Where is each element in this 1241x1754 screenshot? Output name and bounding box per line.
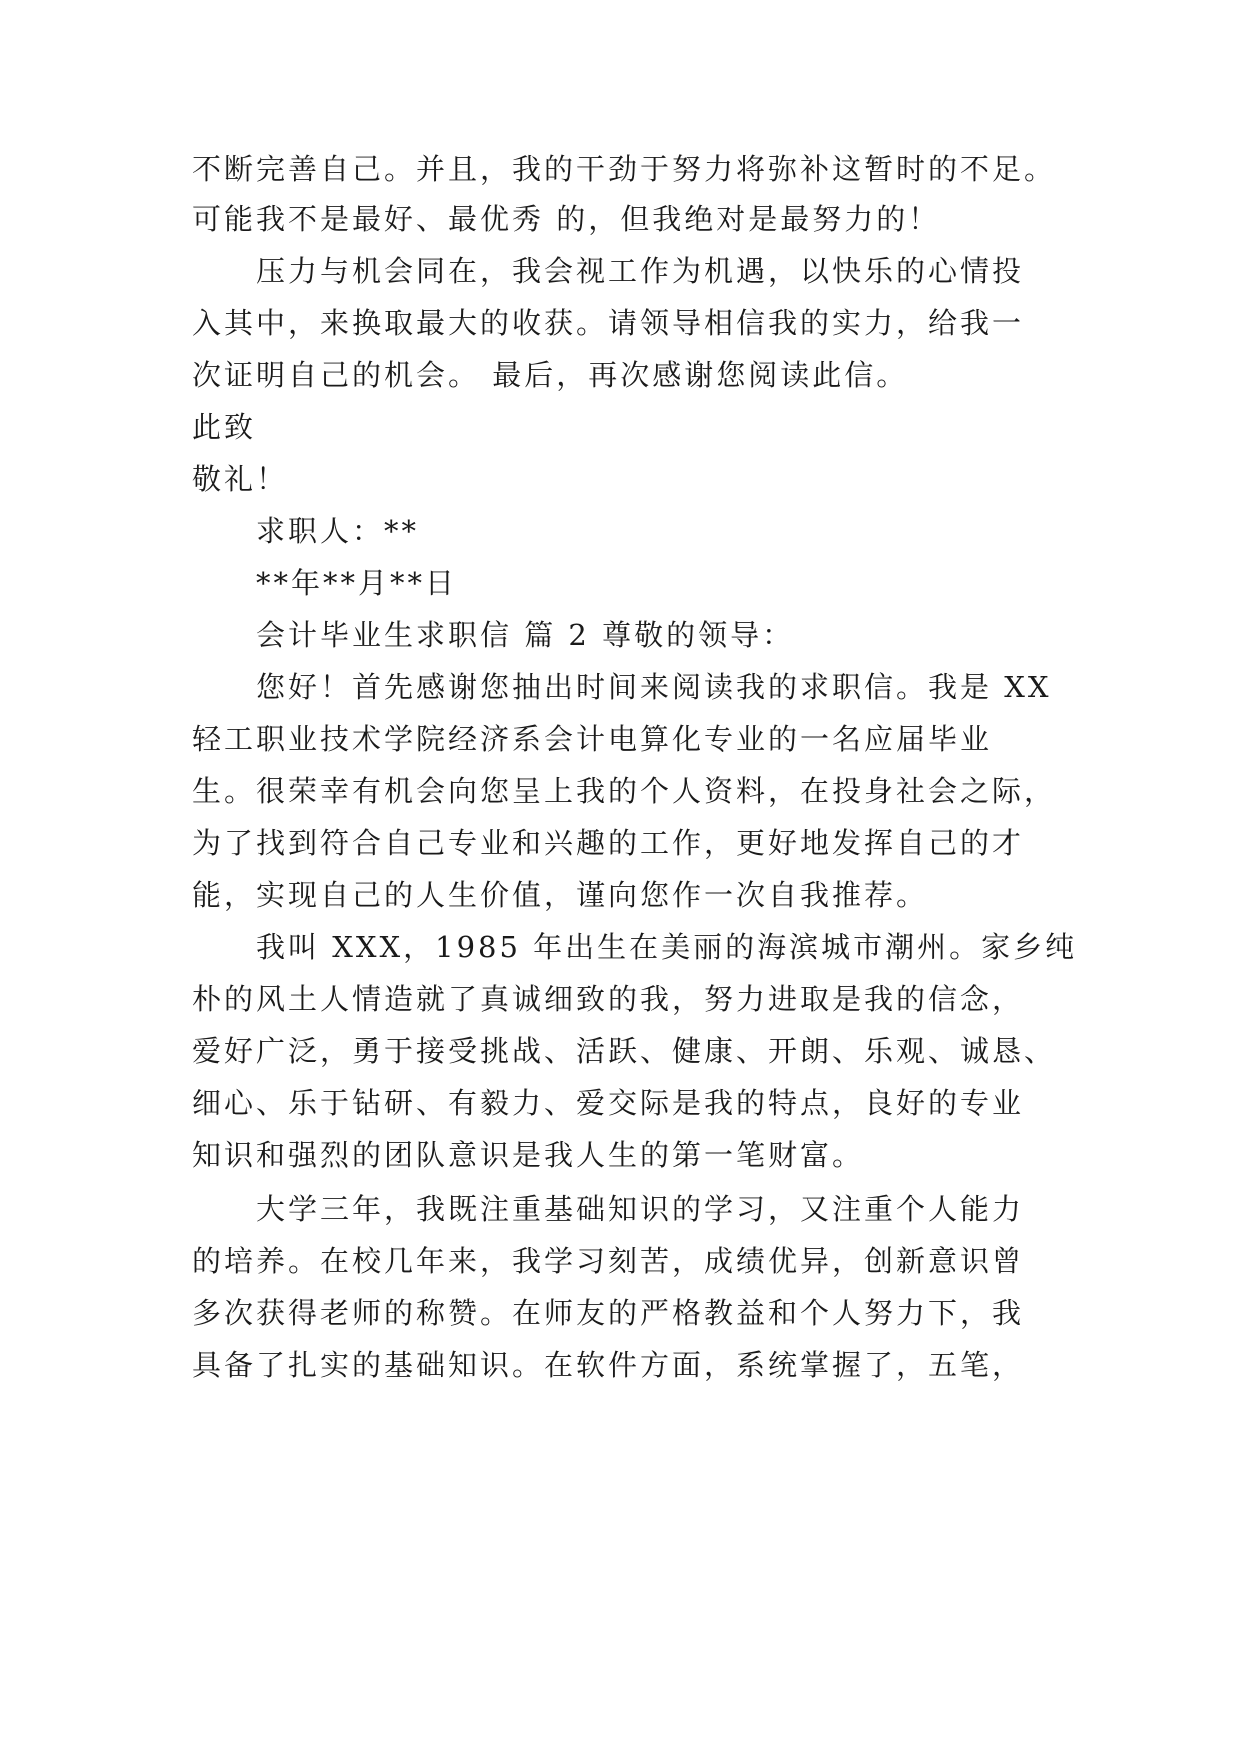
text-line: 的培养。在校几年来，我学习刻苦，成绩优异，创新意识曾 [192,1244,1025,1278]
text-line: 朴的风土人情造就了真诚细致的我，努力进取是我的信念， [192,982,1025,1016]
text-line: 为了找到符合自己专业和兴趣的工作，更好地发挥自己的才 [192,826,1025,860]
paragraph-start-line: 您好！首先感谢您抽出时间来阅读我的求职信。我是 XX [256,670,1052,704]
section-heading: 会计毕业生求职信 篇 2 尊敬的领导： [256,618,795,652]
paragraph-start-line: 大学三年，我既注重基础知识的学习，又注重个人能力 [256,1192,1025,1226]
text-line: 知识和强烈的团队意识是我人生的第一笔财富。 [192,1138,865,1172]
text-line: 能，实现自己的人生价值，谨向您作一次自我推荐。 [192,878,929,912]
text-line: 次证明自己的机会。 最后，再次感谢您阅读此信。 [192,358,909,392]
paragraph-start-line: 压力与机会同在，我会视工作为机遇，以快乐的心情投 [256,254,1025,288]
applicant-signature: 求职人：** [256,514,420,548]
letter-date: **年**月**日 [256,566,458,600]
text-line: 可能我不是最好、最优秀 的，但我绝对是最努力的！ [192,202,941,236]
text-line: 多次获得老师的称赞。在师友的严格教益和个人努力下，我 [192,1296,1025,1330]
text-line: 入其中，来换取最大的收获。请领导相信我的实力，给我一 [192,306,1025,340]
text-line: 细心、乐于钻研、有毅力、爱交际是我的特点，良好的专业 [192,1086,1025,1120]
closing-salutation: 此致 [192,410,257,444]
text-line: 具备了扎实的基础知识。在软件方面，系统掌握了，五笔， [192,1348,1025,1382]
paragraph-start-line: 我叫 XXX，1985 年出生在美丽的海滨城市潮州。家乡纯 [256,930,1078,964]
text-line: 爱好广泛，勇于接受挑战、活跃、健康、开朗、乐观、诚恳、 [192,1034,1057,1068]
text-line: 轻工职业技术学院经济系会计电算化专业的一名应届毕业 [192,722,993,756]
text-line: 不断完善自己。并且，我的干劲于努力将弥补这暂时的不足。 [192,152,1057,186]
closing-regards: 敬礼！ [192,462,289,496]
text-line: 生。很荣幸有机会向您呈上我的个人资料，在投身社会之际， [192,774,1057,808]
